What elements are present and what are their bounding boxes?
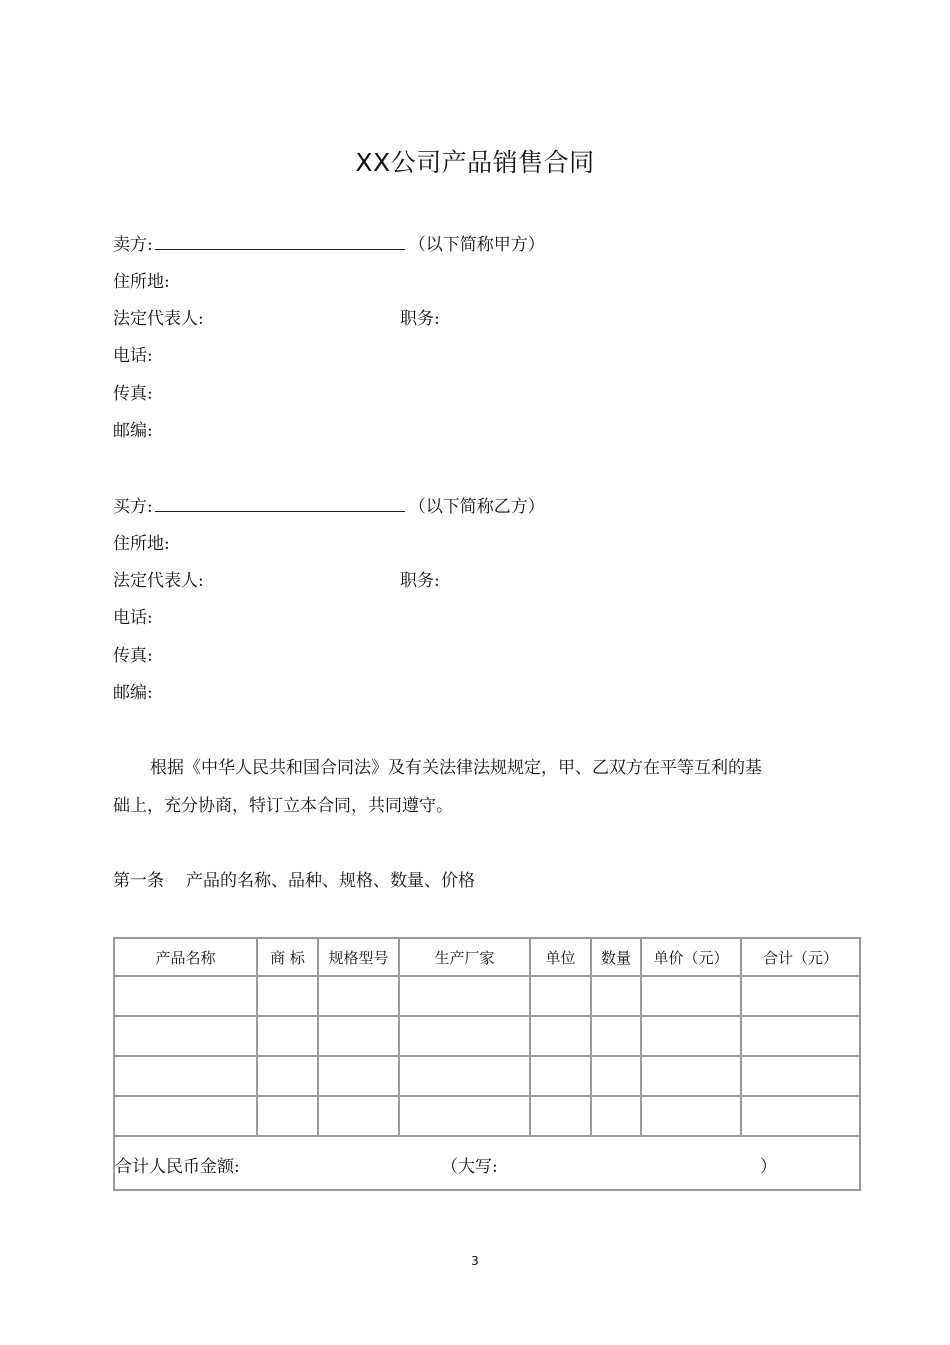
table-cell[interactable] [530,976,591,1016]
table-row [114,976,860,1016]
header-manufacturer: 生产厂家 [399,938,530,976]
page-number: 3 [471,1254,479,1268]
table-cell[interactable] [399,1096,530,1136]
buyer-suffix: （以下简称乙方） [408,497,545,517]
table-cell[interactable] [741,976,860,1016]
preamble-line-1: 根据《中华人民共和国合同法》及有关法律法规规定，甲、乙双方在平等互利的基 [150,758,762,778]
article-1-title: 产品的名称、品种、规格、数量、价格 [186,871,475,891]
table-cell[interactable] [641,1016,741,1056]
table-total-row [114,1136,860,1190]
buyer-rep: 法定代表人: [113,571,204,591]
seller-address: 住所地: [113,272,170,292]
table-cell[interactable] [318,1016,399,1056]
table-header-row [114,938,860,976]
seller-rep: 法定代表人: [113,309,204,329]
table-cell[interactable] [530,1096,591,1136]
preamble-line-2: 础上，充分协商，特订立本合同，共同遵守。 [113,796,453,816]
table-cell[interactable] [399,976,530,1016]
buyer-postcode: 邮编: [113,683,153,703]
table-cell[interactable] [741,1096,860,1136]
article-1-heading [113,870,475,892]
table-cell[interactable] [257,1096,318,1136]
total-label: 合计人民币金额: [115,1157,240,1177]
table-cell[interactable] [641,1056,741,1096]
header-quantity: 数量 [591,938,641,976]
seller-fax: 传真: [113,384,153,404]
header-unit: 单位 [530,938,591,976]
table-cell[interactable] [641,976,741,1016]
total-cell[interactable] [114,1136,860,1190]
header-spec-model: 规格型号 [318,938,399,976]
header-product-name: 产品名称 [114,938,257,976]
table-cell[interactable] [114,1056,257,1096]
buyer-address: 住所地: [113,534,170,554]
product-table [113,937,861,1191]
seller-label: 卖方: [113,235,153,255]
header-brand: 商 标 [257,938,318,976]
total-close-paren: ） [760,1157,777,1177]
buyer-line [113,495,545,518]
table-cell[interactable] [530,1016,591,1056]
article-1-number: 第一条 [113,871,164,891]
table-cell[interactable] [257,1016,318,1056]
table-cell[interactable] [114,1096,257,1136]
table-cell[interactable] [530,1056,591,1096]
buyer-position: 职务: [400,571,440,591]
table-cell[interactable] [591,1056,641,1096]
table-cell[interactable] [114,976,257,1016]
table-cell[interactable] [318,1056,399,1096]
table-cell[interactable] [641,1096,741,1136]
buyer-phone: 电话: [113,608,153,628]
seller-line [113,233,545,256]
header-subtotal: 合计（元） [741,938,860,976]
table-cell[interactable] [114,1016,257,1056]
table-cell[interactable] [257,976,318,1016]
table-cell[interactable] [399,1016,530,1056]
seller-phone: 电话: [113,346,153,366]
buyer-label: 买方: [113,497,153,517]
table-row [114,1096,860,1136]
buyer-fax: 传真: [113,646,153,666]
table-cell[interactable] [318,1096,399,1136]
table-cell[interactable] [741,1016,860,1056]
seller-suffix: （以下简称甲方） [408,235,545,255]
document-title: XX公司产品销售合同 [355,148,595,177]
seller-name-blank[interactable] [155,233,405,250]
table-cell[interactable] [399,1056,530,1096]
buyer-name-blank[interactable] [155,495,405,512]
table-row [114,1016,860,1056]
seller-position: 职务: [400,309,440,329]
table-cell[interactable] [591,1016,641,1056]
table-cell[interactable] [318,976,399,1016]
table-row [114,1056,860,1096]
table-cell[interactable] [591,1096,641,1136]
seller-postcode: 邮编: [113,421,153,441]
table-cell[interactable] [591,976,641,1016]
preamble-paragraph [113,749,813,825]
header-unit-price: 单价（元） [641,938,741,976]
table-cell[interactable] [257,1056,318,1096]
total-daxie-label: （大写: [441,1157,498,1177]
table-cell[interactable] [741,1056,860,1096]
